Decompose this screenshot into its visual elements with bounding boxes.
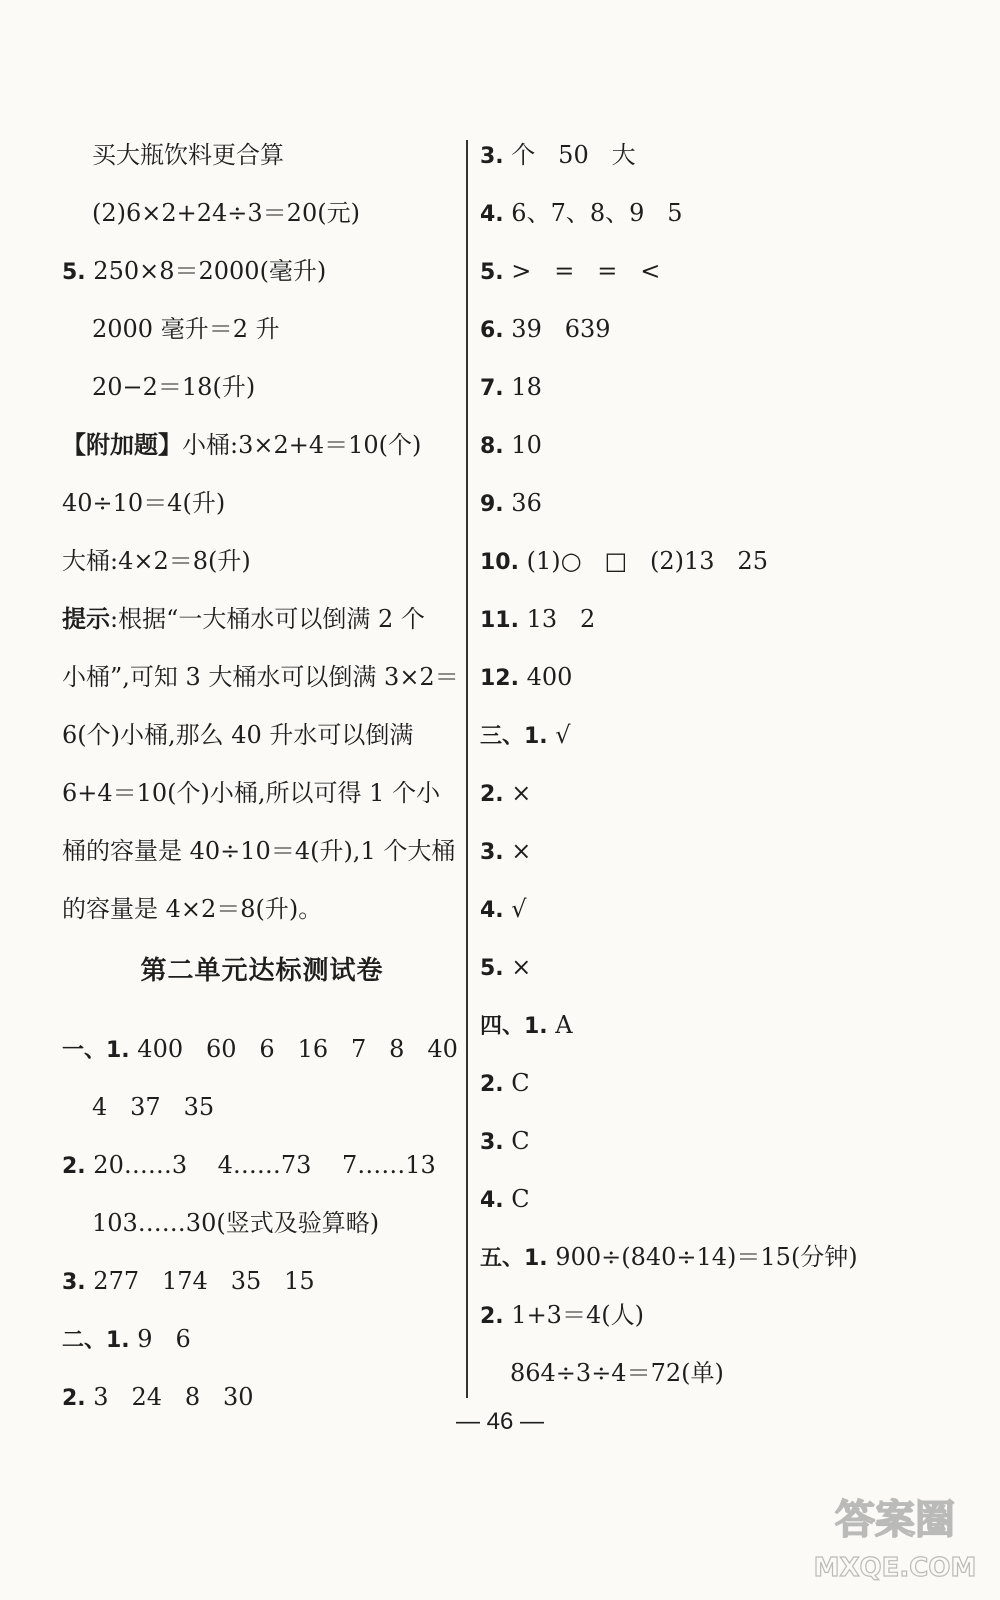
answer-text: 买大瓶饮料更合算	[92, 141, 284, 169]
answer-text: ×	[503, 779, 532, 807]
answer-text: 大桶:4×2＝8(升)	[62, 547, 251, 575]
answer-text: √	[503, 895, 527, 923]
answer-line	[480, 546, 950, 576]
answer-text: 桶的容量是 40÷10＝4(升),1 个大桶	[62, 837, 456, 865]
watermark-text-url: MXQE.COM	[813, 1553, 977, 1583]
answer-text: C	[503, 1069, 530, 1097]
right-column	[480, 140, 950, 1416]
question-number: 8.	[480, 434, 504, 459]
answer-text: 6、7、8、9 5	[503, 199, 683, 227]
answer-text: 18	[503, 373, 542, 401]
watermark-logo	[810, 1488, 980, 1588]
answer-text: 6+4＝10(个)小桶,所以可得 1 个小	[62, 779, 441, 807]
question-number: 12.	[480, 666, 519, 691]
question-number: 2.	[480, 1072, 504, 1097]
answer-line	[62, 372, 462, 402]
answer-line	[480, 1242, 950, 1272]
answer-line	[62, 140, 462, 170]
answer-text: 的容量是 4×2＝8(升)。	[62, 895, 323, 923]
answer-line	[480, 1010, 950, 1040]
answer-text: 39 639	[503, 315, 611, 343]
answer-text: > = = <	[503, 257, 661, 285]
answer-line	[62, 1324, 462, 1354]
answer-text: 4 37 35	[92, 1093, 215, 1121]
answer-line	[480, 1358, 950, 1388]
answer-text: 1+3＝4(人)	[503, 1301, 644, 1329]
question-number: 3.	[62, 1270, 86, 1295]
answer-line	[480, 952, 950, 982]
answer-text: 2000 毫升＝2 升	[92, 315, 280, 343]
question-number: 3.	[480, 840, 504, 865]
section-title: 第二单元达标测试卷	[140, 956, 384, 986]
answer-line	[480, 720, 950, 750]
answer-line	[480, 430, 950, 460]
question-number: 4.	[480, 1188, 504, 1213]
answer-line	[62, 488, 462, 518]
question-number: 6.	[480, 318, 504, 343]
answer-text: ×	[503, 837, 532, 865]
answer-line	[62, 198, 462, 228]
answer-line	[480, 256, 950, 286]
answer-text: √	[547, 721, 571, 749]
answer-text: 9 6	[129, 1325, 191, 1353]
answer-line	[480, 140, 950, 170]
question-number: 5.	[480, 260, 504, 285]
answer-text: C	[503, 1127, 530, 1155]
answer-line	[62, 1208, 462, 1238]
answer-line	[480, 488, 950, 518]
answer-line	[480, 894, 950, 924]
column-divider	[466, 140, 468, 1398]
answer-line	[480, 198, 950, 228]
answer-text: ×	[503, 953, 532, 981]
answer-line	[62, 1150, 462, 1180]
watermark-text-cn: 答案圈	[835, 1497, 955, 1543]
answer-text: 13 2	[518, 605, 596, 633]
question-number: 10.	[480, 550, 519, 575]
question-number: 11.	[480, 608, 519, 633]
answer-text: (2)6×2+24÷3＝20(元)	[92, 199, 360, 227]
answer-text: 103……30(竖式及验算略)	[92, 1209, 380, 1237]
answer-tag: 提示	[62, 605, 110, 633]
question-number: 2.	[480, 1304, 504, 1329]
answer-text: 20−2＝18(升)	[92, 373, 256, 401]
question-number: 四、1.	[480, 1014, 548, 1039]
answer-line	[62, 720, 462, 750]
answer-text: 3 24 8 30	[85, 1383, 254, 1411]
left-column	[62, 140, 462, 952]
question-number: 2.	[62, 1154, 86, 1179]
answer-line	[62, 1266, 462, 1296]
question-number: 4.	[480, 202, 504, 227]
answer-line	[62, 778, 462, 808]
answer-line	[480, 662, 950, 692]
answer-line	[480, 836, 950, 866]
answer-text: 900÷(840÷14)＝15(分钟)	[547, 1243, 858, 1271]
answer-text: 个 50 大	[503, 141, 636, 169]
answer-line	[62, 1034, 462, 1064]
question-number: 2.	[62, 1386, 86, 1411]
question-number: 2.	[480, 782, 504, 807]
answer-text: C	[503, 1185, 530, 1213]
page-number: — 46 —	[455, 1408, 545, 1435]
answer-line	[62, 1092, 462, 1122]
question-number: 二、1.	[62, 1328, 130, 1353]
answer-line	[62, 604, 462, 634]
answer-line	[480, 778, 950, 808]
answer-line	[62, 314, 462, 344]
question-number: 5.	[480, 956, 504, 981]
answer-text: 10	[503, 431, 542, 459]
answer-line	[480, 1068, 950, 1098]
answer-line	[62, 430, 462, 460]
answer-text: 400	[518, 663, 573, 691]
answer-line	[480, 314, 950, 344]
answer-text: 36	[503, 489, 542, 517]
answer-text: :根据“一大桶水可以倒满 2 个	[110, 605, 425, 633]
answer-line	[480, 1184, 950, 1214]
question-number: 一、1.	[62, 1038, 130, 1063]
answer-text: 400 60 6 16 7 8 40	[129, 1035, 458, 1063]
answer-line	[480, 372, 950, 402]
answer-text: 250×8＝2000(毫升)	[85, 257, 327, 285]
answer-text: 小桶”,可知 3 大桶水可以倒满 3×2＝	[62, 663, 459, 691]
answer-line	[480, 1126, 950, 1156]
answer-text: 40÷10＝4(升)	[62, 489, 226, 517]
question-number: 三、1.	[480, 724, 548, 749]
answer-tag: 【附加题】	[62, 431, 182, 459]
answer-text: 小桶:3×2+4＝10(个)	[182, 431, 422, 459]
answer-line	[480, 1300, 950, 1330]
question-number: 3.	[480, 1130, 504, 1155]
answer-text: (1)○ □ (2)13 25	[518, 547, 768, 575]
question-number: 9.	[480, 492, 504, 517]
answer-line	[62, 256, 462, 286]
answer-text: 864÷3÷4＝72(单)	[510, 1359, 724, 1387]
question-number: 五、1.	[480, 1246, 548, 1271]
answer-line	[62, 546, 462, 576]
question-number: 5.	[62, 260, 86, 285]
question-number: 3.	[480, 144, 504, 169]
question-number: 7.	[480, 376, 504, 401]
answer-line	[62, 894, 462, 924]
answer-text: A	[547, 1011, 573, 1039]
answer-line	[62, 662, 462, 692]
question-number: 4.	[480, 898, 504, 923]
answer-text: 277 174 35 15	[85, 1267, 315, 1295]
answer-line	[480, 604, 950, 634]
left-column-lower	[62, 1034, 462, 1440]
answer-line	[62, 836, 462, 866]
answer-text: 6(个)小桶,那么 40 升水可以倒满	[62, 721, 414, 749]
answer-text: 20……3 4……73 7……13	[85, 1151, 436, 1179]
